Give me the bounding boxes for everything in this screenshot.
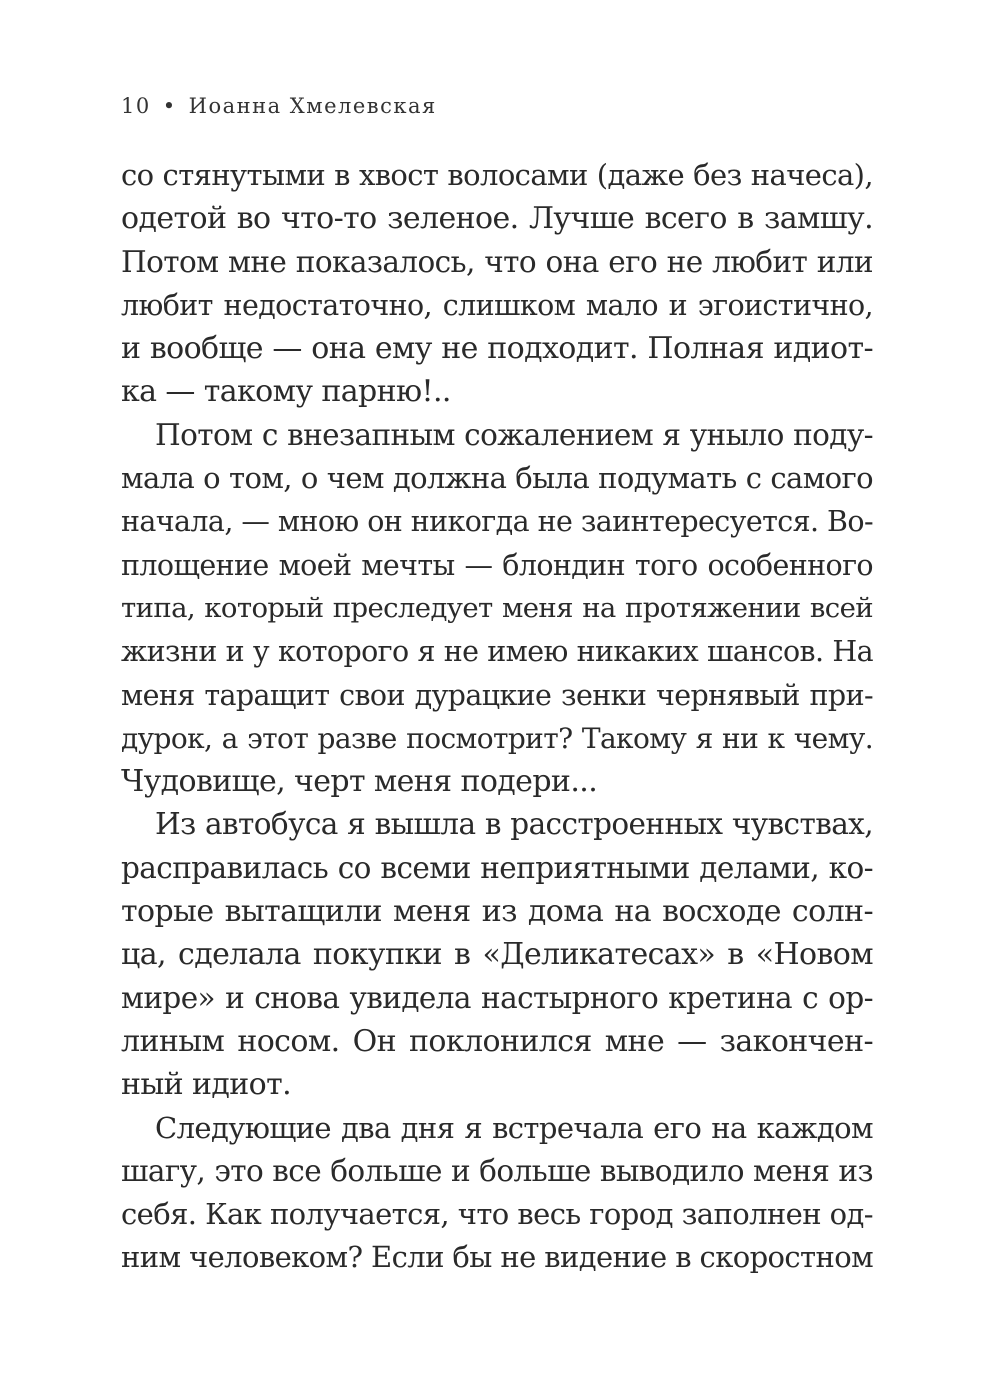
text-line: расправилась со всеми неприятными делами, ко- bbox=[121, 850, 873, 885]
text-line: дурок, а этот разве посмотрит? Такому я ни к чему. bbox=[121, 721, 873, 755]
text-line: начала, — мною он никогда не заинтересуется. Во- bbox=[121, 505, 873, 539]
text-line: мире» и снова увидела настырного кретина с ор- bbox=[121, 980, 873, 1015]
text-line: жизни и у которого я не имею никаких шансов. На bbox=[121, 635, 873, 669]
text-line: ним человеком? Если бы не видение в скоростном bbox=[121, 1240, 874, 1275]
text-line: типа, который преследует меня на протяжении всей bbox=[121, 591, 873, 624]
text-line: ка — такому парню!.. bbox=[121, 374, 451, 410]
text-line: площение моей мечты — блондин того особенного bbox=[121, 548, 873, 582]
text-line: шагу, это все больше и больше выводило меня из bbox=[121, 1153, 873, 1188]
text-line: мала о том, о чем должна была подумать с самого bbox=[121, 461, 873, 496]
text-line: Из автобуса я вышла в расстроенных чувствах, bbox=[155, 807, 873, 842]
text-line: со стянутыми в хвост волосами (даже без начеса), bbox=[121, 158, 873, 192]
page-number: 10 bbox=[121, 94, 151, 118]
body-text bbox=[121, 154, 873, 1280]
header-separator: • bbox=[162, 94, 177, 118]
text-line: Следующие два дня я встречала его на каждом bbox=[155, 1110, 873, 1145]
text-line: одетой во что-то зеленое. Лучше всего в замшу. bbox=[121, 201, 873, 237]
text-line: ный идиот. bbox=[121, 1067, 292, 1103]
author-name: Иоанна Хмелевская bbox=[188, 94, 437, 118]
text-line: торые вытащили меня из дома на восходе солн- bbox=[121, 894, 873, 930]
text-line: меня таращит свои дурацкие зенки чернявый при- bbox=[121, 678, 873, 712]
text-line: любит недостаточно, слишком мало и эгоистично, bbox=[121, 288, 873, 322]
text-line: линым носом. Он поклонился мне — закончен- bbox=[121, 1023, 873, 1059]
text-line: Чудовище, черт меня подери... bbox=[121, 764, 598, 800]
text-line: ца, сделала покупки в «Деликатесах» в «Новом bbox=[121, 937, 873, 973]
text-line: и вообще — она ему не подходит. Полная идиот- bbox=[121, 331, 873, 367]
text-line: Потом с внезапным сожалением я уныло поду- bbox=[155, 417, 873, 452]
text-line: себя. Как получается, что весь город заполнен од- bbox=[121, 1197, 873, 1232]
text-line: Потом мне показалось, что она его не любит или bbox=[121, 244, 873, 279]
running-head bbox=[121, 94, 437, 118]
